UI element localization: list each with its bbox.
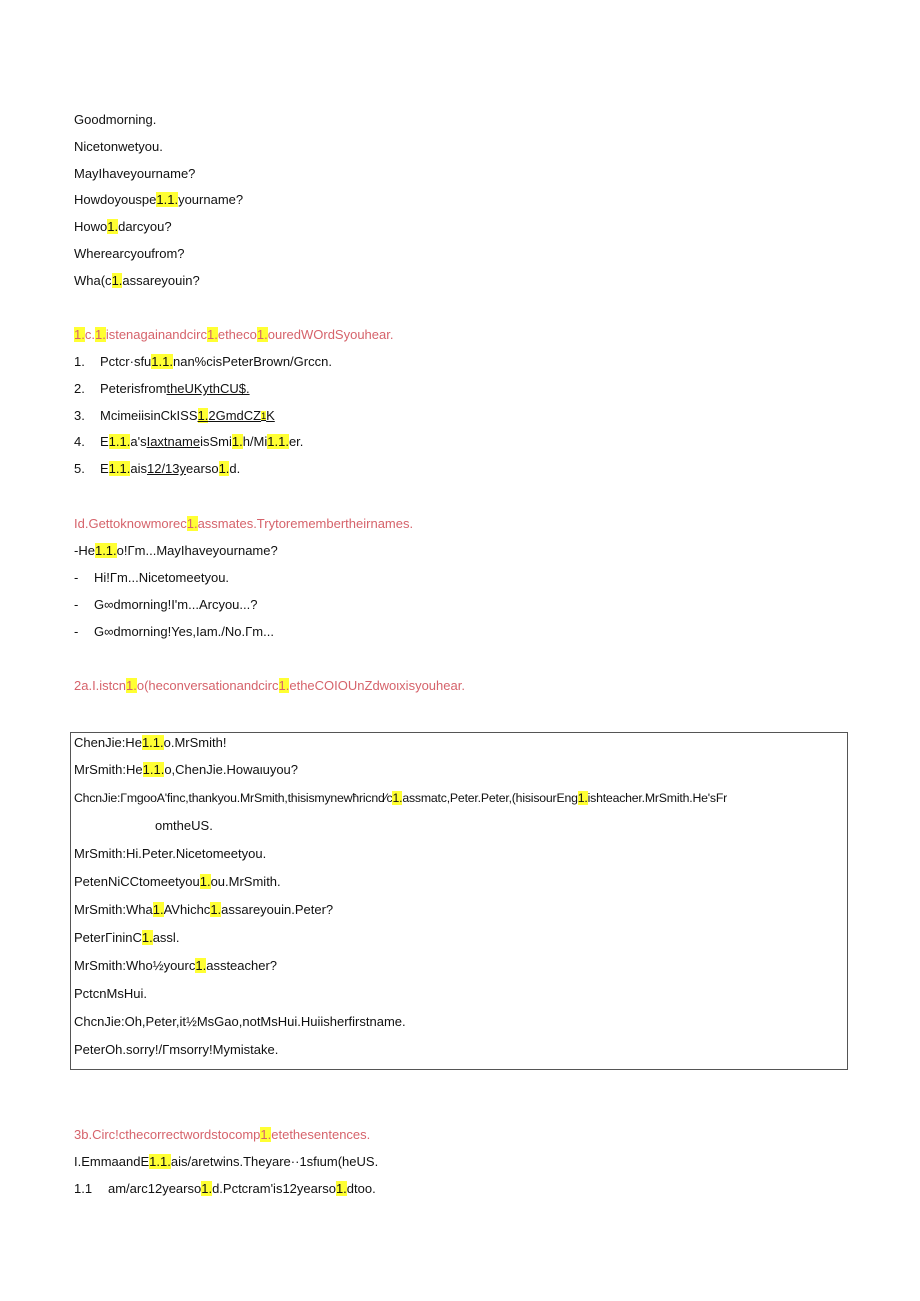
highlight-mark: 1. [111,273,123,288]
section-1c-item-3: 3. McimeiisinCkISS1.2GmdCZ$^1$K [74,408,275,423]
dialogue-box [70,732,848,1070]
greeting-line-4: Howdoyouspe1.1.yourname? [74,192,244,207]
dialogue-line-7: PeterΓininC1.assl. [74,930,180,945]
greeting-line-7: Wha(c1.assareyouin? [74,273,200,288]
highlight-mark: 1. [107,219,119,234]
highlight-mark: 1.1. [156,192,179,207]
dialogue-line-2: MrSmith:He1.1.o,ChenJie.Howaιuyou? [74,762,299,777]
greeting-line-5: Howo1.darcyou? [74,219,172,234]
section-1d-line-2: - Hi!Γm...Nicetomeetyou. [74,570,230,585]
dialogue-line-8: MrSmith:Who½yourc1.assteacher? [74,958,278,973]
section-1d-line-4: - G∞dmorning!Yes,Iam./No.Γm... [74,624,274,639]
dialogue-line-6: MrSmith:Wha1.AVhichc1.assareyouin.Peter? [74,902,334,917]
dialogue-line-9: PctcnMsHui. [74,986,147,1001]
dialogue-line-10: ChcnJie:Oh,Peter,it½MsGao,notMsHui.Huiisherfirstname. [74,1014,406,1029]
dialogue-line-11: PeterOh.sorry!/Γmsorry!Mymistake. [74,1042,279,1057]
section-1c-item-1: 1. Pctcr·sfu1.1.nan%cisPeterBrown/Grccn. [74,354,332,369]
greeting-line-3: MayIhaveyourname? [74,166,196,181]
greeting-line-6: Wherearcyoufrom? [74,246,185,261]
section-1d-heading: Id.Gettoknowmorec1.assmates.Trytoremembertheirnames. [74,516,414,531]
dialogue-line-5: PetenNiCCtomeetyou1.ou.MrSmith. [74,874,281,889]
section-1c-heading: 1.c.1.istenagainandcirc1.etheco1.ouredWOrdSyouhear. [74,327,394,342]
section-1c-item-4: 4. E1.1.a'sIaxtnameisSmi1.h/Mi1.1.er. [74,434,304,449]
section-1d-line-3: - G∞dmorning!I'm...Arcyou...? [74,597,258,612]
section-1c-item-2: 2. PeterisfromtheUKythCU$. [74,381,250,396]
dialogue-line-4: MrSmith:Hi.Peter.Nicetomeetyou. [74,846,267,861]
dialogue-line-3-cont: omtheUS. [155,818,213,833]
dialogue-line-3: ChcnJie:ΓmgooA'finc,thankyou.MrSmith,thisismynewħricnd⁄c1.assmatc,Peter.Peter,(hisisourEng1.ishteacher.MrSmith.He'sFr [74,791,728,805]
dialogue-line-1: ChenJie:He1.1.o.MrSmith! [74,735,227,750]
section-2a-heading: 2a.I.istcn1.o(heconversationandcirc1.etheCOIOUnZdwoιxisyouhear. [74,678,465,693]
section-1c-item-5: 5. E1.1.ais12/13yearso1.d. [74,461,241,476]
section-3b-line-1: I.EmmaandE1.1.ais/aretwins.Theyare··1sfιum(heUS. [74,1154,379,1169]
section-3b-heading: 3b.Circ!cthecorrectwordstocomp1.etethesentences. [74,1127,371,1142]
greeting-line-1: Goodmorning. [74,112,157,127]
greeting-line-2: Nicetonwetyou. [74,139,163,154]
section-3b-line-2: 1.1 am/arc12yearso1.d.Pctcram'is12yearso1.dtoo. [74,1181,376,1196]
section-1d-line-1: -He1.1.o!Γm...MayIhaveyourname? [74,543,278,558]
